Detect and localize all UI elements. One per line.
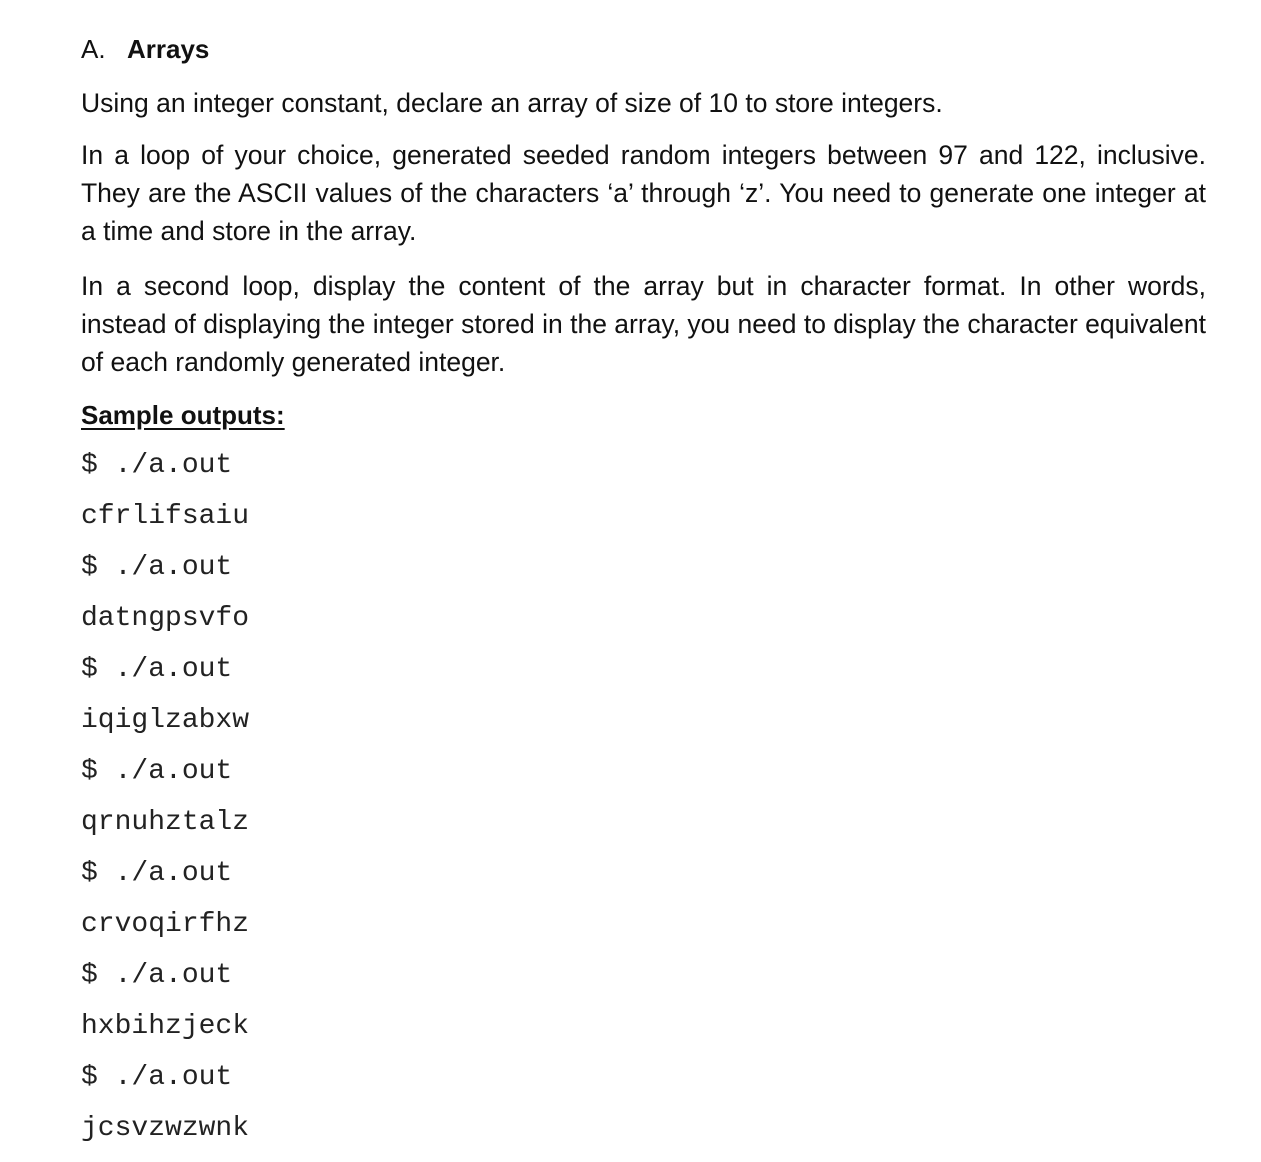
- section-title: Arrays: [127, 34, 210, 64]
- sample-output-block: [81, 448, 249, 1162]
- command-line: $ ./a.out: [81, 654, 233, 685]
- command-line: $ ./a.out: [81, 1062, 233, 1093]
- output-line: jcsvzwzwnk: [81, 1113, 250, 1144]
- output-line: crvoqirfhz: [81, 909, 250, 940]
- sample-outputs-heading: Sample outputs:: [81, 400, 285, 430]
- paragraph-generate-random: In a loop of your choice, generated seeded random integers between 97 and 122, inclusive. They are the ASCII values of the characters ‘a’ through ‘z’. You need to generate one integer at a time and store in the array.: [81, 140, 1206, 246]
- command-line: $ ./a.out: [81, 450, 233, 481]
- output-line: qrnuhztalz: [81, 807, 250, 838]
- command-line: $ ./a.out: [81, 756, 233, 787]
- paragraph-declare-array: Using an integer constant, declare an array of size of 10 to store integers.: [81, 88, 943, 118]
- output-line: cfrlifsaiu: [81, 501, 250, 532]
- section-heading: [81, 33, 209, 65]
- section-letter: A.: [81, 34, 106, 64]
- output-line: datngpsvfo: [81, 603, 250, 634]
- paragraph-display-characters: In a second loop, display the content of the array but in character format. In other words, instead of displaying the integer stored in the array, you need to display the character equivalent of each randomly generated integer.: [81, 271, 1206, 377]
- command-line: $ ./a.out: [81, 960, 233, 991]
- output-line: iqiglzabxw: [81, 705, 250, 736]
- command-line: $ ./a.out: [81, 858, 233, 889]
- command-line: $ ./a.out: [81, 552, 233, 583]
- output-line: hxbihzjeck: [81, 1011, 250, 1042]
